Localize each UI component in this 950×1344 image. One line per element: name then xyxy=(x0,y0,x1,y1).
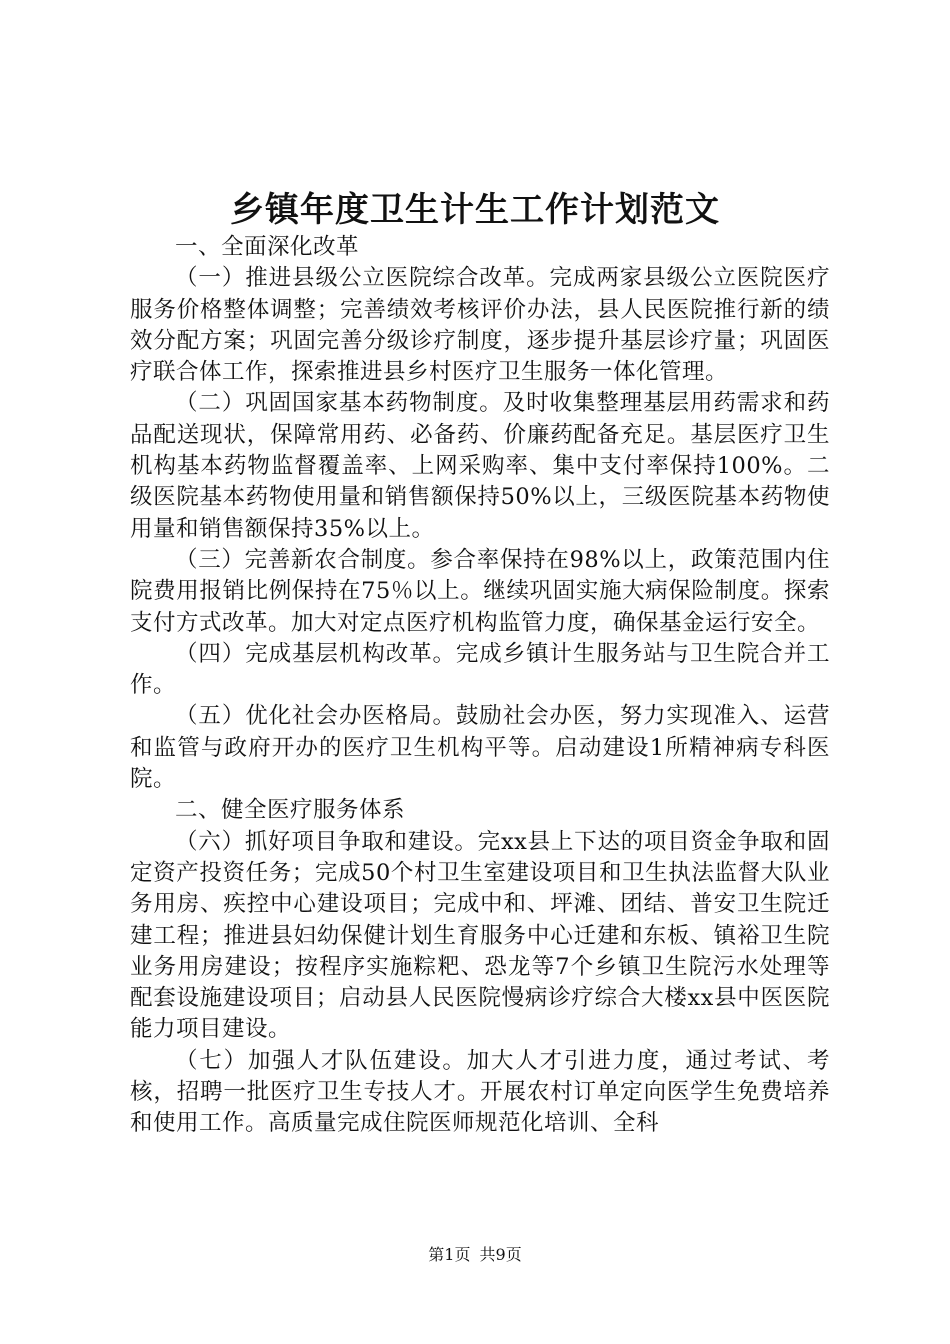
paragraph-3: （三）完善新农合制度。参合率保持在98%以上，政策范围内住院费用报销比例保持在75％以上。继续巩固实施大病保险制度。探索支付方式改革。加大对定点医疗机构监管力度，确保基金运行安全。 xyxy=(130,546,830,636)
paragraph-4: （四）完成基层机构改革。完成乡镇计生服务站与卫生院合并工作。 xyxy=(130,640,830,699)
paragraph-5: （五）优化社会办医格局。鼓励社会办医，努力实现准入、运营和监管与政府开办的医疗卫生机构平等。启动建设1所精神病专科医院。 xyxy=(130,703,830,793)
paragraph-2: （二）巩固国家基本药物制度。及时收集整理基层用药需求和药品配送现状，保障常用药、必备药、价廉药配备充足。基层医疗卫生机构基本药物监督覆盖率、上网采购率、集中支付率保持100%。二级医院基本药物使用量和销售额保持50%以上，三级医院基本药物使用量和销售额保持35%以上。 xyxy=(130,390,830,542)
paragraph-7: （七）加强人才队伍建设。加大人才引进力度，通过考试、考核，招聘一批医疗卫生专技人才。开展农村订单定向医学生免费培养和使用工作。高质量完成住院医师规范化培训、全科 xyxy=(130,1047,830,1137)
document-body xyxy=(130,232,830,1140)
document-title: 乡镇年度卫生计生工作计划范文 xyxy=(230,190,720,230)
paragraph-1: （一）推进县级公立医院综合改革。完成两家县级公立医院医疗服务价格整体调整；完善绩效考核评价办法，县人民医院推行新的绩效分配方案；巩固完善分级诊疗制度，逐步提升基层诊疗量；巩固医疗联合体工作，探索推进县乡村医疗卫生服务一体化管理。 xyxy=(130,265,830,386)
page-footer xyxy=(0,1244,950,1266)
section-heading-2: 二、健全医疗服务体系 xyxy=(175,797,406,824)
paragraph-6: （六）抓好项目争取和建设。完xx县上下达的项目资金争取和固定资产投资任务；完成50个村卫生室建设项目和卫生执法监督大队业务用房、疾控中心建设项目；完成中和、坪滩、团结、普安卫生院迁建工程；推进县妇幼保健计划生育服务中心迁建和东板、镇裕卫生院业务用房建设；按程序实施粽粑、恐龙等7个乡镇卫生院污水处理等配套设施建设项目；启动县人民医院慢病诊疗综合大楼xx县中医医院能力项目建设。 xyxy=(130,828,830,1043)
section-heading-1: 一、全面深化改革 xyxy=(175,234,360,260)
page-total: 共9页 xyxy=(479,1245,522,1264)
page-number: 第1页 xyxy=(428,1245,471,1264)
